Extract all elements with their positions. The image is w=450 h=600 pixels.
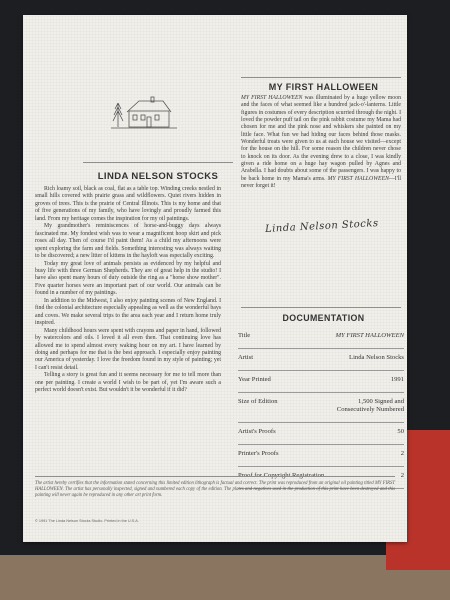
doc-row-title [238,330,404,352]
doc-divider [238,348,404,349]
doc-label: Year Printed [238,376,271,383]
doc-value: 50 [397,428,404,435]
bio-paragraph: Rich loamy soil, black as coal, flat as a table top. Winding creeks nestled in small hills covered with prairie grass and wildflowers. Quiet rivers hidden in groves of trees. This is the prairie of Central Illinois. This is my home and that of five generations of my family, who have lovingly and proudly farmed this land. From my heritage comes the inspiration for my oil paintings. [35,186,221,222]
story-text [241,95,401,190]
doc-label: Title [238,332,251,339]
story-body: was illuminated by a huge yellow moon and the faces of what seemed like a hundred jack-o'-lanterns. Little figures in costumes of every description scurried through the night. I loved the powder puff tail on the pink rabbit costume my Mama had chosen for me and the pink nose and whiskers she painted on my little face. What fun we had hiding our faces behind those masks. Wonderful treats were given to us at each house we visited—except for the house on the hill. For some reason the children never chose to knock on its door. As the evening drew to a close, I was kindly given a ride home on a huge hay wagon pulled by Agnes and Arabella. I had doubts about some of the passengers. I was happy to be back home in my Mama's arms. [241,95,401,182]
doc-divider [238,392,404,393]
story-end: —I'll never forget it! [241,175,401,190]
artist-biography [35,186,221,395]
bio-paragraph: Telling a story is great fun and it seems necessary for me to tell more than one per painting. I create a world I wish to be part of, yet I'm aware such a perfect world doesn't exist. But wouldn't it be wonderful if it did? [35,372,221,394]
bio-paragraph: In addition to the Midwest, I also enjoy painting scenes of New England. I find the colonial architecture especially appealing as well as the wonderful bays and coves. We make several trips to the area each year and I return home truly inspired. [35,297,221,327]
doc-row-artist-proofs [238,426,404,448]
doc-value: MY FIRST HALLOWEEN [335,332,404,339]
certificate-sheet [23,15,407,542]
doc-value: 2 [400,450,404,457]
doc-value: Consecutively Numbered [336,406,404,413]
right-heading-rule [241,77,401,78]
bio-paragraph: My grandmother's reminiscences of horse-and-buggy days always fascinated me. My fondest wish was to wear a magnificent hoop skirt and pick roses all day. Then of course I'd paint them! As a child my afternoons were spent exploring the farm and fields. Something interesting was always waiting to be discovered; a new litter of kittens in the hayloft was especially exciting. [35,223,221,260]
doc-value: 1,500 Signed and [358,398,404,405]
doc-label: Artist [238,354,254,361]
doc-row-year [238,374,404,396]
story-end-title: MY FIRST HALLOWEEN [327,175,389,182]
doc-value: 2 [400,472,404,479]
print-title-heading: MY FIRST HALLOWEEN [268,82,379,92]
artist-name-heading: LINDA NELSON STOCKS [97,171,219,182]
doc-divider [238,466,404,467]
doc-row-edition-size [238,396,404,426]
bio-paragraph: Many childhood hours were spent with crayons and paper in hand, followed by watercolors and oils. I loved it all even then. That continuing love has allowed me to spend almost every waking hour on my art. I have learned by doing and perhaps for me that is the best approach. I especially enjoy painting our America of yesterday. I love the freedom found in my style of painting; yet I can't resist detail. [35,327,221,371]
doc-label: Size of Edition [238,398,278,405]
artist-signature: Linda Nelson Stocks [264,218,379,235]
footer-rule [35,476,395,477]
doc-value: Linda Nelson Stocks [349,354,404,361]
documentation-heading: DOCUMENTATION [282,313,365,323]
table-surface [0,555,450,600]
doc-row-printer-proofs [238,448,404,470]
doc-label: Artist's Proofs [238,428,276,435]
farmhouse-logo [109,93,179,131]
documentation-rule [241,307,401,308]
doc-divider [238,370,404,371]
doc-row-artist [238,352,404,374]
story-title-inline: MY FIRST HALLOWEEN [241,95,303,101]
copyright-notice: © 1991 The Linda Nelson Stocks Studio. Printed in the U.S.A. [35,519,139,523]
doc-value: 1991 [390,376,404,383]
bio-paragraph: Today my great love of animals persists as evidenced by my helpful and busy life with three German Shepherds. They are of great help in the studio! I have also spent many hours of duty outside the ring as a "horse show mother". Five quarter horses were an important part of our world. Our animals can be found in a number of my paintings. [35,260,221,297]
certification-statement: The artist hereby certifies that the information stated concerning this limited edition lithograph is factual and correct. The print was reproduced from an original oil painting titled MY FIRST HALLOWEEN. The artist has personally inspected, signed and numbered each copy of the edition. The plates and negatives used in the production of this print have been destroyed and this painting will never again be reproduced in any other art print form. [35,481,395,498]
documentation-list [238,330,404,492]
doc-divider [238,422,404,423]
doc-divider [238,444,404,445]
doc-label: Printer's Proofs [238,450,279,457]
left-heading-rule [83,162,233,163]
